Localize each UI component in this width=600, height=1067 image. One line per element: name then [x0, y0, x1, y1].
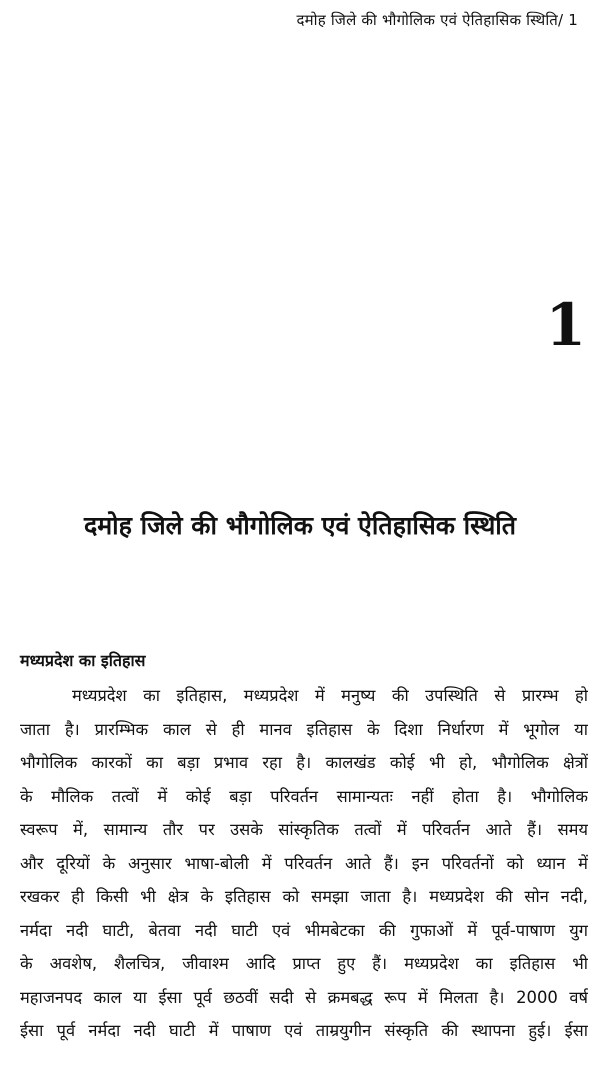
- body-line: और दूरियों के अनुसार भाषा-बोली में परिवर्तन आते हैं। इन परिवर्तनों को ध्यान में: [20, 853, 588, 873]
- body-paragraph: [20, 679, 588, 1048]
- section-heading: मध्यप्रदेश का इतिहास: [20, 651, 146, 670]
- body-line: रखकर ही किसी भी क्षेत्र के इतिहास को समझा जाता है। मध्यप्रदेश की सोन नदी,: [20, 887, 588, 906]
- body-line: मध्यप्रदेश का इतिहास, मध्यप्रदेश में मनुष्य की उपस्थिति से प्रारम्भ हो: [72, 686, 588, 705]
- body-line: भौगोलिक कारकों का बड़ा प्रभाव रहा है। कालखंड कोई भी हो, भौगोलिक क्षेत्रों: [20, 753, 588, 772]
- chapter-number: 1: [545, 291, 586, 359]
- body-line: के अवशेष, शैलचित्र, जीवाश्म आदि प्राप्त हुए हैं। मध्यप्रदेश का इतिहास भी: [20, 954, 588, 973]
- body-line: ईसा पूर्व नर्मदा नदी घाटी में पाषाण एवं ताम्रयुगीन संस्कृति की स्थापना हुई। ईसा: [20, 1021, 588, 1040]
- body-line: के मौलिक तत्वों में कोई बड़ा परिवर्तन सामान्यतः नहीं होता है। भौगोलिक: [20, 786, 588, 806]
- body-line: जाता है। प्रारम्भिक काल से ही मानव इतिहास के दिशा निर्धारण में भूगोल या: [20, 719, 588, 739]
- chapter-title: दमोह जिले की भौगोलिक एवं ऐतिहासिक स्थिति: [83, 511, 517, 540]
- body-line: नर्मदा नदी घाटी, बेतवा नदी घाटी एवं भीमबेटका की गुफाओं में पूर्व-पाषाण युग: [20, 920, 588, 940]
- body-line: स्वरूप में, सामान्य तौर पर उसके सांस्कृतिक तत्वों में परिवर्तन आते हैं। समय: [20, 820, 588, 839]
- body-line: महाजनपद काल या ईसा पूर्व छठवीं सदी से क्रमबद्ध रूप में मिलता है। 2000 वर्ष: [20, 987, 588, 1007]
- running-header: दमोह जिले की भौगोलिक एवं ऐतिहासिक स्थिति/ 1: [296, 11, 578, 29]
